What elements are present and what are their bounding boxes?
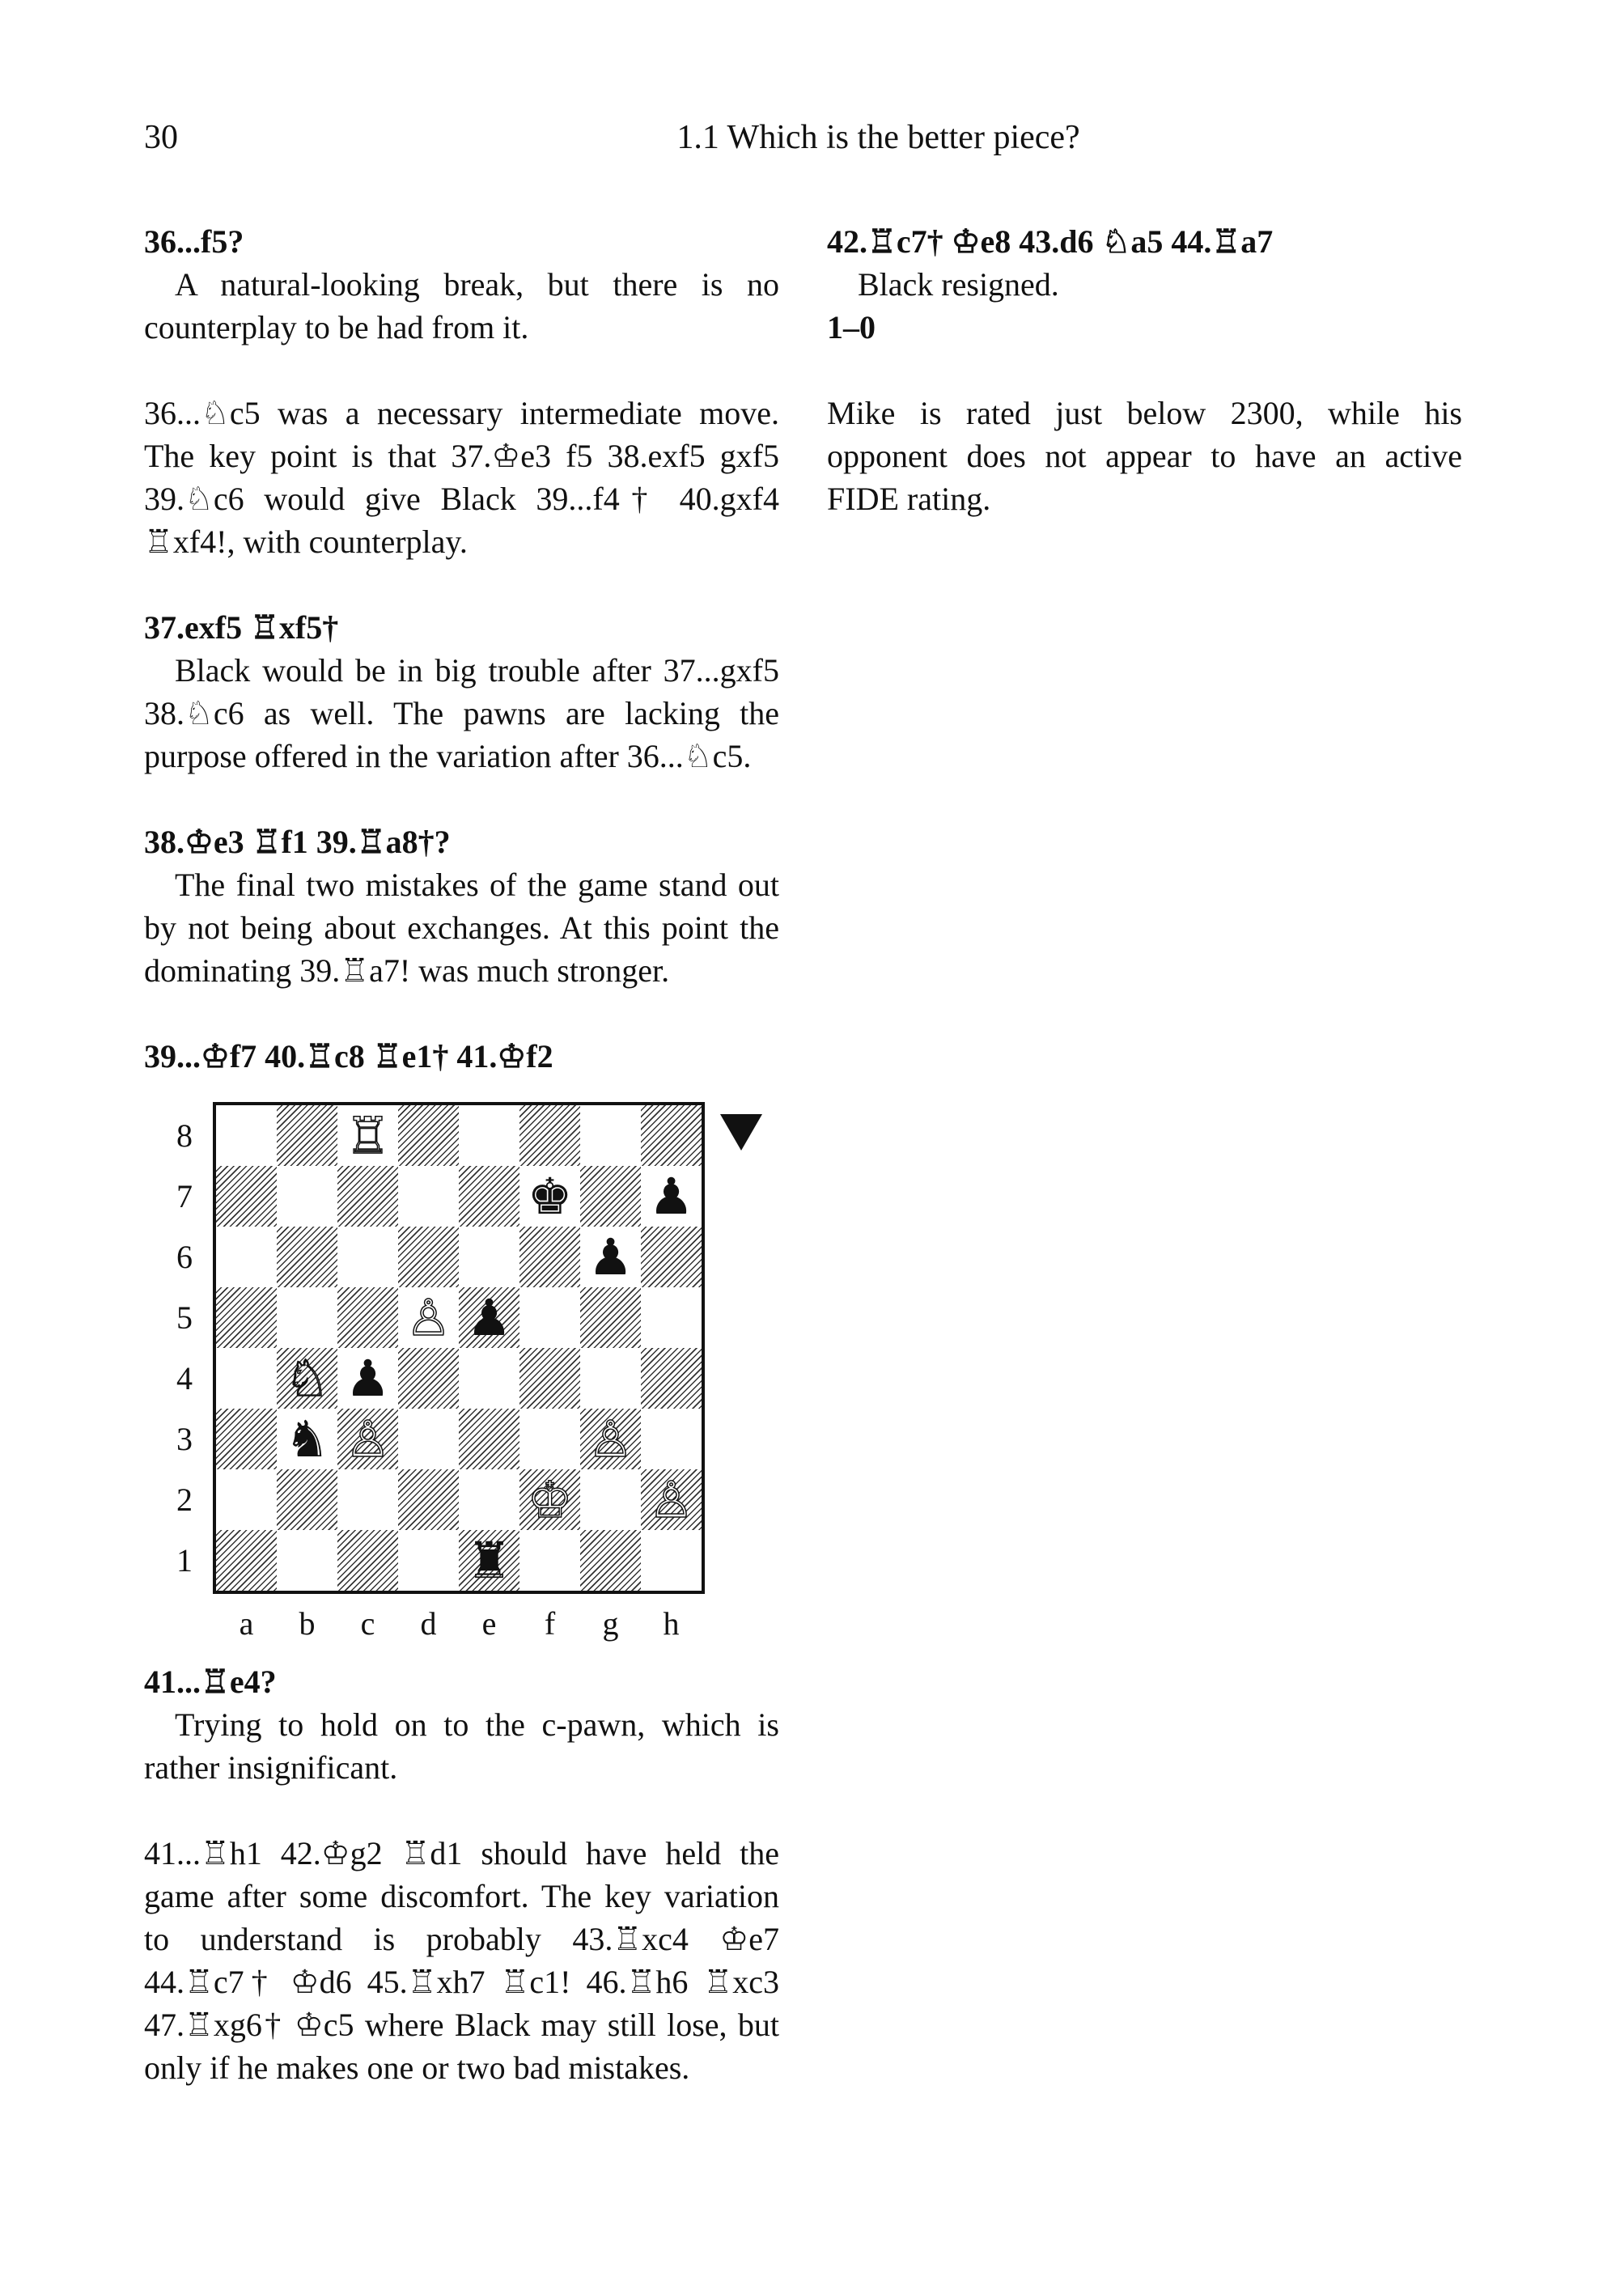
square-e7 <box>459 1166 519 1227</box>
rank-label: 8 <box>176 1117 193 1154</box>
square-h3 <box>641 1409 702 1469</box>
move-heading: 42.♖c7† ♔e8 43.d6 ♘a5 44.♖a7 <box>827 223 1274 260</box>
square-f6 <box>519 1227 580 1287</box>
file-label: b <box>299 1605 316 1642</box>
square-h4 <box>641 1348 702 1409</box>
running-head <box>144 113 1588 162</box>
square-h7 <box>641 1166 702 1227</box>
square-d7 <box>398 1166 459 1227</box>
square-d3 <box>398 1409 459 1469</box>
commentary: Black resigned. <box>858 266 1059 303</box>
square-a2 <box>216 1469 277 1530</box>
rank-labels <box>168 1105 201 1591</box>
square-h1 <box>641 1530 702 1591</box>
square-d1 <box>398 1530 459 1591</box>
square-a8 <box>216 1105 277 1166</box>
square-a6 <box>216 1227 277 1287</box>
rank-label: 4 <box>176 1360 193 1397</box>
page-number: 30 <box>144 119 178 156</box>
square-h5 <box>641 1287 702 1348</box>
black-pawn-icon: ♟ <box>466 1287 512 1347</box>
square-c7 <box>337 1166 398 1227</box>
white-king-icon: ♔ <box>527 1469 573 1529</box>
square-c3 <box>337 1409 398 1469</box>
square-c4 <box>337 1348 398 1409</box>
commentary: Trying to hold on to the c-pawn, which is rather insignificant. <box>144 1706 779 1786</box>
square-e2 <box>459 1469 519 1530</box>
white-pawn-icon: ♙ <box>405 1287 452 1347</box>
commentary: The final two mistakes of the game stand out by not being about exchanges. At this point the dominating 39.♖a7! was much stronger. <box>144 867 779 989</box>
square-g1 <box>580 1530 641 1591</box>
chess-board <box>213 1102 705 1594</box>
right-column <box>827 220 1462 520</box>
commentary-note: Mike is rated just below 2300, while his opponent does not appear to have an active FIDE rating. <box>827 395 1462 517</box>
square-a3 <box>216 1409 277 1469</box>
square-f4 <box>519 1348 580 1409</box>
chess-diagram <box>144 1078 779 1660</box>
square-c2 <box>337 1469 398 1530</box>
white-pawn-icon: ♙ <box>345 1409 391 1469</box>
white-rook-icon: ♖ <box>345 1105 391 1165</box>
white-pawn-icon: ♙ <box>587 1409 634 1469</box>
square-f3 <box>519 1409 580 1469</box>
black-king-icon: ♚ <box>527 1166 573 1226</box>
move-heading: 37.exf5 ♖xf5† <box>144 609 339 646</box>
square-f2 <box>519 1469 580 1530</box>
file-labels <box>216 1604 702 1644</box>
white-knight-icon: ♘ <box>284 1348 330 1408</box>
black-pawn-icon: ♟ <box>345 1348 391 1408</box>
rank-label: 6 <box>176 1239 193 1275</box>
square-c6 <box>337 1227 398 1287</box>
square-c8 <box>337 1105 398 1166</box>
black-pawn-icon: ♟ <box>587 1227 634 1286</box>
commentary: Black would be in big trouble after 37...gxf5 38.♘c6 as well. The pawns are lacking the purpose offered in the variation after 36...♘c5. <box>144 652 779 774</box>
black-pawn-icon: ♟ <box>648 1166 694 1226</box>
rank-label: 3 <box>176 1421 193 1457</box>
square-c5 <box>337 1287 398 1348</box>
file-label: h <box>663 1605 680 1642</box>
left-column <box>144 220 779 2089</box>
square-a7 <box>216 1166 277 1227</box>
black-knight-icon: ♞ <box>284 1409 330 1469</box>
chapter-title: 1.1 Which is the better piece? <box>676 119 1080 156</box>
file-label: g <box>602 1605 619 1642</box>
file-label: c <box>360 1605 375 1642</box>
square-g5 <box>580 1287 641 1348</box>
rank-label: 7 <box>176 1178 193 1214</box>
square-d2 <box>398 1469 459 1530</box>
square-c1 <box>337 1530 398 1591</box>
square-d5 <box>398 1287 459 1348</box>
rank-label: 2 <box>176 1481 193 1518</box>
commentary-note: 36...♘c5 was a necessary intermediate move. The key point is that 37.♔e3 f5 38.exf5 gxf5 39.♘c6 would give Black 39...f4† 40.gxf4 ♖xf4!, with counterplay. <box>144 395 779 560</box>
square-h6 <box>641 1227 702 1287</box>
square-b2 <box>277 1469 337 1530</box>
square-f1 <box>519 1530 580 1591</box>
square-a4 <box>216 1348 277 1409</box>
black-to-move-triangle-icon <box>720 1114 762 1151</box>
square-f7 <box>519 1166 580 1227</box>
square-f5 <box>519 1287 580 1348</box>
square-b7 <box>277 1166 337 1227</box>
file-label: d <box>420 1605 437 1642</box>
square-b4 <box>277 1348 337 1409</box>
rank-label: 5 <box>176 1299 193 1336</box>
square-g4 <box>580 1348 641 1409</box>
move-heading: 41...♖e4? <box>144 1664 277 1700</box>
square-e6 <box>459 1227 519 1287</box>
square-b3 <box>277 1409 337 1469</box>
file-label: e <box>481 1605 497 1642</box>
square-g6 <box>580 1227 641 1287</box>
square-g8 <box>580 1105 641 1166</box>
move-heading: 36...f5? <box>144 223 244 260</box>
square-f8 <box>519 1105 580 1166</box>
square-e3 <box>459 1409 519 1469</box>
square-b5 <box>277 1287 337 1348</box>
square-b6 <box>277 1227 337 1287</box>
move-heading: 39...♔f7 40.♖c8 ♖e1† 41.♔f2 <box>144 1038 553 1074</box>
square-e5 <box>459 1287 519 1348</box>
square-e1 <box>459 1530 519 1591</box>
square-h8 <box>641 1105 702 1166</box>
square-b8 <box>277 1105 337 1166</box>
square-d8 <box>398 1105 459 1166</box>
commentary: A natural-looking break, but there is no counterplay to be had from it. <box>144 266 779 345</box>
move-heading: 38.♔e3 ♖f1 39.♖a8†? <box>144 824 451 860</box>
square-g3 <box>580 1409 641 1469</box>
game-result: 1–0 <box>827 309 876 345</box>
square-h2 <box>641 1469 702 1530</box>
file-label: a <box>239 1605 254 1642</box>
file-label: f <box>544 1605 556 1642</box>
square-g2 <box>580 1469 641 1530</box>
square-b1 <box>277 1530 337 1591</box>
rank-label: 1 <box>176 1542 193 1579</box>
square-a5 <box>216 1287 277 1348</box>
square-d4 <box>398 1348 459 1409</box>
square-d6 <box>398 1227 459 1287</box>
square-e4 <box>459 1348 519 1409</box>
white-pawn-icon: ♙ <box>648 1469 694 1529</box>
square-e8 <box>459 1105 519 1166</box>
square-a1 <box>216 1530 277 1591</box>
square-g7 <box>580 1166 641 1227</box>
commentary-note: 41...♖h1 42.♔g2 ♖d1 should have held the game after some discomfort. The key variation to understand is probably 43.♖xc4 ♔e7 44.♖c7† ♔d6 45.♖xh7 ♖c1! 46.♖h6 ♖xc3 47.♖xg6† ♔c5 where Black may still lose, but only if he makes one or two bad mistakes. <box>144 1835 779 2086</box>
black-rook-icon: ♜ <box>466 1530 512 1590</box>
